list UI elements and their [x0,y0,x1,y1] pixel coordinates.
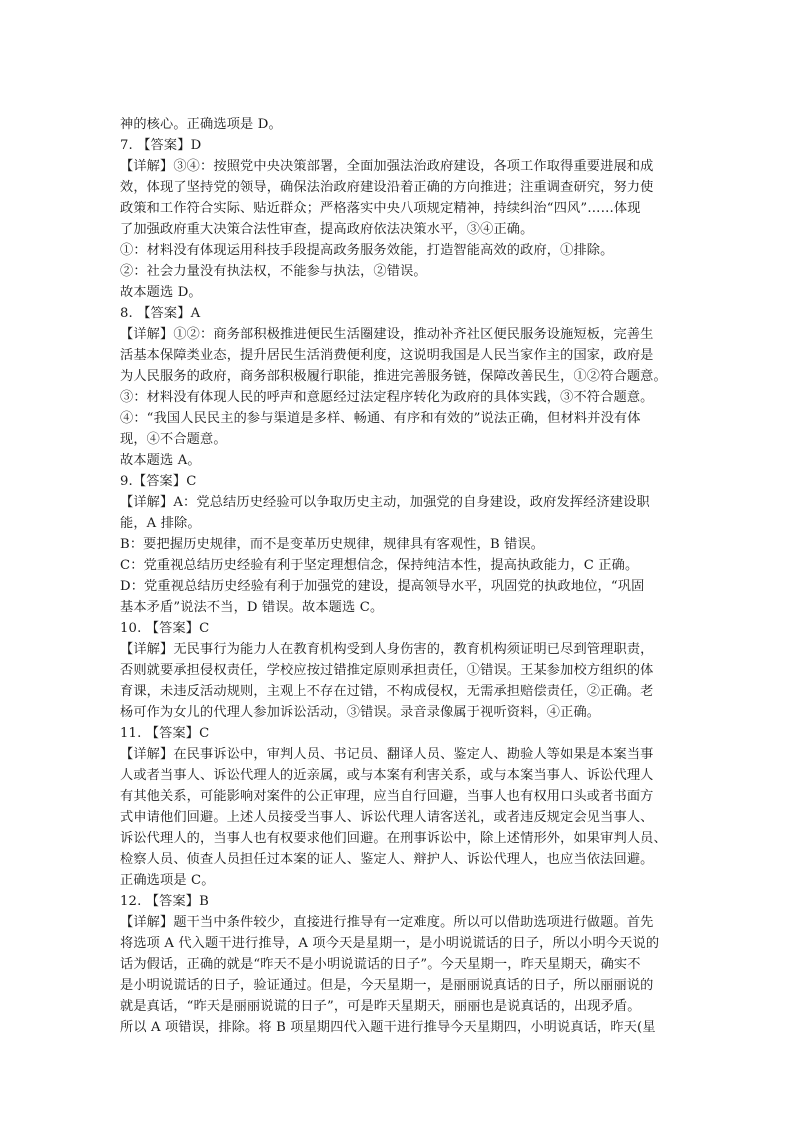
text-line: 人或者当事人、诉讼代理人的近亲属，或与本案有利害关系，或与本案当事人、诉讼代理人 [120,768,654,783]
text-line: C：党重视总结历史经验有利于坚定理想信念，保持纯洁本性，提高执政能力，C 正确。 [120,558,639,573]
text-line: 为人民服务的政府，商务部积极履行职能，推进完善服务链，保障改善民生，①②符合题意。 [120,369,667,384]
text-line: 故本题选 A。 [120,453,201,468]
text-line: 有其他关系，可能影响对案件的公正审理，应当自行回避，当事人也有权用口头或者书面方 [120,789,654,804]
text-line: 政策和工作符合实际、贴近群众；严格落实中央八项规定精神，持续纠治“四风”……体现 [120,201,641,216]
text-line: D：党重视总结历史经验有利于加强党的建设，提高领导水平，巩固党的执政地位，“巩固 [120,579,645,594]
text-line: 了加强政府重大决策合法性审查，提高政府依法决策水平，③④正确。 [120,222,534,237]
text-line: 12. 【答案】B [120,894,209,909]
text-line: 8. 【答案】A [120,306,201,321]
text-line: 杨可作为女儿的代理人参加诉讼活动，③错误。录音录像属于视听资料，④正确。 [120,705,601,720]
text-line: 正确选项是 C。 [120,873,215,888]
text-line: 现，④不合题意。 [120,432,227,447]
text-line: 将选项 A 代入题干进行推导，A 项今天是星期一，是小明说谎话的日子，所以小明今天说的 [120,936,660,951]
text-line: 【详解】③④：按照党中央决策部署，全面加强法治政府建设，各项工作取得重要进展和成 [120,159,654,174]
text-line: 9.【答案】C [120,474,197,489]
text-line: 故本题选 D。 [120,285,202,300]
text-line: 式申请他们回避。上述人员接受当事人、诉讼代理人请客送礼，或者违反规定会见当事人、 [120,810,654,825]
text-line: 【详解】在民事诉讼中，审判人员、书记员、翻译人员、鉴定人、勘验人等如果是本案当事 [120,747,654,762]
text-line: 11. 【答案】C [120,726,210,741]
text-line: 效，体现了坚持党的领导，确保法治政府建设沿着正确的方向推进；注重调查研究，努力使 [120,180,654,195]
text-line: 诉讼代理人的，当事人也有权要求他们回避。在刑事诉讼中，除上述情形外，如果审判人员、 [120,831,667,846]
text-line: 【详解】无民事行为能力人在教育机构受到人身伤害的，教育机构须证明已尽到管理职责， [120,642,654,657]
text-line: 否则就要承担侵权责任，学校应按过错推定原则承担责任，①错误。王某参加校方组织的体 [120,663,654,678]
text-line: 就是真话，“昨天是丽丽说谎的日子”，可是昨天星期天，丽丽也是说真话的，出现矛盾。 [120,999,641,1014]
text-line: 基本矛盾”说法不当，D 错误。故本题选 C。 [120,600,384,615]
text-line: 是小明说谎话的日子，验证通过。但是，今天星期一，是丽丽说真话的日子，所以丽丽说的 [120,978,654,993]
text-line: 7. 【答案】D [120,138,202,153]
text-line: 所以 A 项错误，排除。将 B 项星期四代入题干进行推导今天星期四，小明说真话，昨天(星 [120,1020,656,1035]
text-line: 神的核心。正确选项是 D。 [120,117,282,132]
text-line: ③：材料没有体现人民的呼声和意愿经过法定程序转化为政府的具体实践，③不符合题意。 [120,390,654,405]
text-line: 话为假话，正确的就是“昨天不是小明说谎话的日子”。今天星期一，昨天星期天，确实不 [120,957,641,972]
answer-explanations-text [120,114,680,1038]
text-line: 【详解】题干当中条件较少，直接进行推导有一定难度。所以可以借助选项进行做题。首先 [120,915,654,930]
text-line: ①：材料没有体现运用科技手段提高政务服务效能，打造智能高效的政府，①排除。 [120,243,614,258]
text-line: 育课，未违反活动规则，主观上不存在过错，不构成侵权，无需承担赔偿责任，②正确。老 [120,684,654,699]
text-line: 【详解】A：党总结历史经验可以争取历史主动，加强党的自身建设，政府发挥经济建设职 [120,495,650,510]
text-line: 能，A 排除。 [120,516,201,531]
text-line: ④：“我国人民民主的参与渠道是多样、畅通、有序和有效的”说法正确，但材料并没有体 [120,411,641,426]
text-line: 10. 【答案】C [120,621,210,636]
text-line: 活基本保障类业态，提升居民生活消费便利度，这说明我国是人民当家作主的国家，政府是 [120,348,654,363]
text-line: B：要把握历史规律，而不是变革历史规律，规律具有客观性，B 错误。 [120,537,545,552]
text-line: 【详解】①②：商务部积极推进便民生活圈建设，推动补齐社区便民服务设施短板，完善生 [120,327,654,342]
text-line: ②：社会力量没有执法权，不能参与执法，②错误。 [120,264,427,279]
text-line: 检察人员、侦查人员担任过本案的证人、鉴定人、辩护人、诉讼代理人，也应当依法回避。 [120,852,654,867]
